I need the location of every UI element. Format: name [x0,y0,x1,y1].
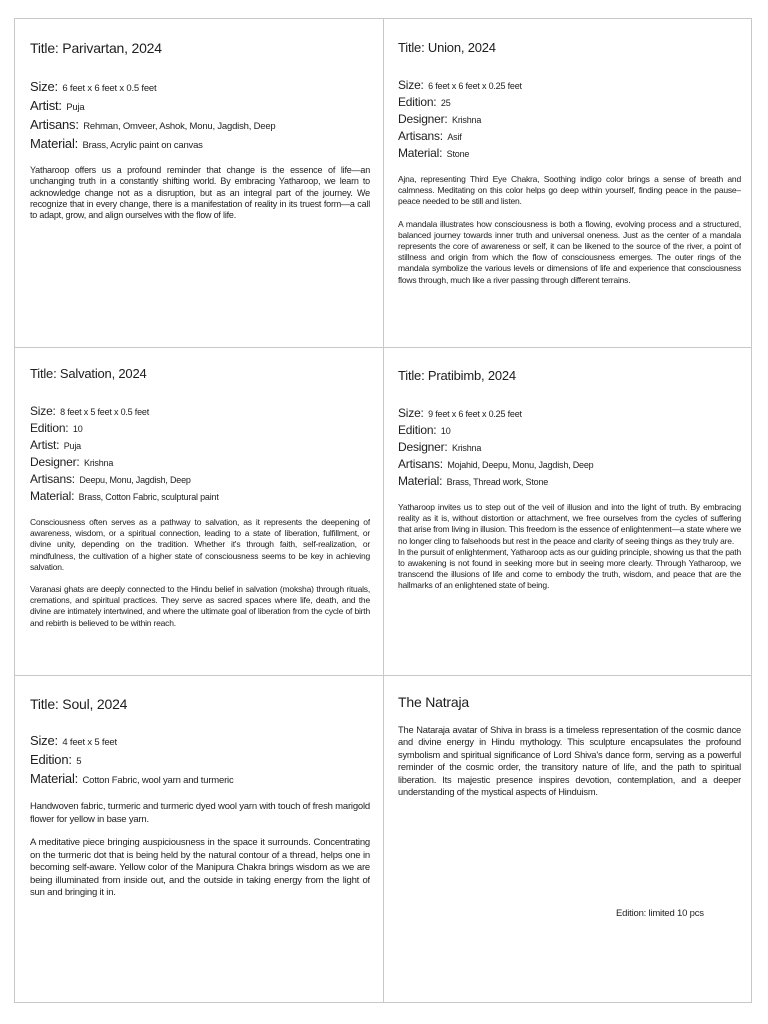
material-label: Material: [398,146,443,160]
artisans-label: Artisans: [30,472,75,486]
description-paragraph: Handwoven fabric, turmeric and turmeric dyed wool yarn with touch of fresh marigold flower for yellow in base yarn. [30,801,370,825]
description-paragraph: Varanasi ghats are deeply connected to the Hindu belief in salvation (moksha) through rituals, cremations, and spiritual practices. They serve as sacred spaces where life, death, and the divine are intimately intertwined, and where the ultimate goal of liberation from the cycle of birth and rebirth is believed to be within reach. [30,584,370,628]
material-label: Material: [30,136,79,151]
material-line [398,145,741,162]
artisans-line [398,128,741,145]
description-paragraph: The Nataraja avatar of Shiva in brass is a timeless representation of the cosmic dance and divine energy in Hindu mythology. This sculpture encapsulates the profound symbolism and spiritual significance of Lord Shiva's dance form, serving as a powerful reminder of the cosmic order, the transitory nature of life, and the path to spiritual liberation. Its majestic presence inspires devotion, contemplation, and a deeper understanding of the mystical aspects of Hinduism. [398,725,741,798]
material-label: Material: [30,771,79,786]
edition-note: Edition: limited 10 pcs [616,908,704,919]
description-paragraph: A mandala illustrates how consciousness is both a flowing, evolving process and a structured, balanced journey towards inner truth and universal oneness. Just as the center of a mandala represents the core of awareness or self, it can be likened to the source of the river, a point of stillness and origin from which the flow of consciousness emerges. The outer rings of the mandala symbolize the various levels or dimensions of life and experience that consciousness flows through, much like a river passing through different terrains. [398,218,741,285]
card-salvation [30,366,370,629]
card-union [398,40,741,286]
material-value: Brass, Cotton Fabric, sculptural paint [78,492,219,502]
size-value: 6 feet x 6 feet x 0.25 feet [428,81,522,91]
designer-label: Designer: [398,440,448,454]
size-line [398,405,741,422]
description-paragraph: Consciousness often serves as a pathway to salvation, as it represents the deepening of awareness, wisdom, or a spiritual connection, leading to a state of liberation, fulfillment, or divine unity, depending on the tradition. Whether it's through faith, self-realization, or mindfulness, the cultivation of a higher state of consciousness seems to be key in achieving salvation. [30,517,370,572]
material-line [30,770,370,789]
artisans-line [398,456,741,473]
designer-label: Designer: [398,112,448,126]
size-line [30,403,370,420]
size-value: 4 feet x 5 feet [62,737,117,748]
row-divider-2 [14,675,752,676]
size-label: Size: [30,79,58,94]
artisans-value: Asif [447,132,462,142]
size-label: Size: [30,733,58,748]
size-label: Size: [30,404,56,418]
material-value: Brass, Thread work, Stone [446,477,549,487]
card-parivartan [30,40,370,221]
description-paragraph: A meditative piece bringing auspiciousness in the space it surrounds. Concentrating on the turmeric dot that is being held by the natural contour of a thread, helps one in becoming self-aware. Yellow color of the Manipura Chakra brings wisdom as we are being illuminated from inside out, and the outside in taking energy from the light of sun and bringing it in. [30,837,370,898]
edition-label: Edition: [30,421,69,435]
card-title: Title: Union, 2024 [398,40,496,55]
edition-value: 10 [72,424,83,434]
artisans-value: Deepu, Monu, Jagdish, Deep [79,475,191,485]
size-line [30,732,370,751]
edition-label: Edition: [30,752,72,767]
artist-value: Puja [66,102,85,113]
size-label: Size: [398,406,424,420]
card-title: Title: Pratibimb, 2024 [398,368,516,383]
card-pratibimb [398,368,741,592]
card-title: Title: Parivartan, 2024 [30,40,162,56]
artist-label: Artist: [30,98,62,113]
artist-label: Artist: [30,438,60,452]
artisans-line [30,116,370,135]
card-title: The Natraja [398,694,469,710]
row-divider-1 [14,347,752,348]
material-label: Material: [398,474,443,488]
edition-line [398,94,741,111]
artist-line [30,97,370,116]
edition-value: 5 [76,756,82,767]
designer-line [398,439,741,456]
designer-value: Krishna [452,115,482,125]
material-value: Brass, Acrylic paint on canvas [82,140,203,151]
material-line [30,488,370,505]
designer-line [398,111,741,128]
description-paragraph: In the pursuit of enlightenment, Yatharoop acts as our guiding principle, showing us that the path to awakening is not found in seeking more but in seeing more clearly. Through Yatharoop, we transcend the illusions of life and come to embody the truth, wisdom, and peace that are the hallmarks of an enlightened state of being. [398,546,741,591]
designer-line [30,454,370,471]
size-label: Size: [398,78,424,92]
size-value: 6 feet x 6 feet x 0.5 feet [62,83,157,94]
artist-line [30,437,370,454]
edition-line [30,420,370,437]
edition-line [30,751,370,770]
description-paragraph: Yatharoop invites us to step out of the veil of illusion and into the light of truth. By embracing reality as it is, without distortion or attachment, we free ourselves from the cycles of suffering that arise from living in illusion. This freedom is the essence of enlightenment—a state where we no longer cling to falsehoods but rest in the peace and clarity of seeing things as they truly are. [398,502,741,546]
card-soul [30,696,370,900]
material-line [30,135,370,154]
edition-value: 10 [440,426,451,436]
artisans-label: Artisans: [398,129,443,143]
edition-line [398,422,741,439]
description-paragraph: Ajna, representing Third Eye Chakra, Soothing indigo color brings a sense of breath and calmness. Meditating on this color helps go deep within yourself, finding peace in the pause–peace needed to be still and listen. [398,174,741,207]
artisans-line [30,471,370,488]
card-title: Title: Salvation, 2024 [30,366,147,381]
description-paragraph: Yatharoop offers us a profound reminder that change is the essence of life—an unchanging truth in a constantly shifting world. By embracing Yatharoop, we learn to acknowledge change not as a disruption, but as an integral part of the journey. We recognize that in every change, there is a manifestation of reality in its truest form—a call to adapt, grow, and align ourselves with the flow of life. [30,165,370,221]
designer-value: Krishna [84,458,114,468]
size-value: 8 feet x 5 feet x 0.5 feet [60,407,150,417]
card-title: Title: Soul, 2024 [30,696,128,712]
size-line [398,77,741,94]
material-label: Material: [30,489,75,503]
size-value: 9 feet x 6 feet x 0.25 feet [428,409,522,419]
material-value: Stone [446,149,470,159]
designer-label: Designer: [30,455,80,469]
edition-value: 25 [440,98,451,108]
edition-label: Edition: [398,423,437,437]
artisans-label: Artisans: [30,117,79,132]
artisans-value: Mojahid, Deepu, Monu, Jagdish, Deep [447,460,594,470]
card-natraja [398,694,741,798]
size-line [30,78,370,97]
artist-value: Puja [63,441,81,451]
material-line [398,473,741,490]
edition-label: Edition: [398,95,437,109]
material-value: Cotton Fabric, wool yarn and turmeric [82,775,234,786]
artisans-label: Artisans: [398,457,443,471]
artisans-value: Rehman, Omveer, Ashok, Monu, Jagdish, Deep [83,121,276,132]
designer-value: Krishna [452,443,482,453]
column-divider [383,18,384,1003]
